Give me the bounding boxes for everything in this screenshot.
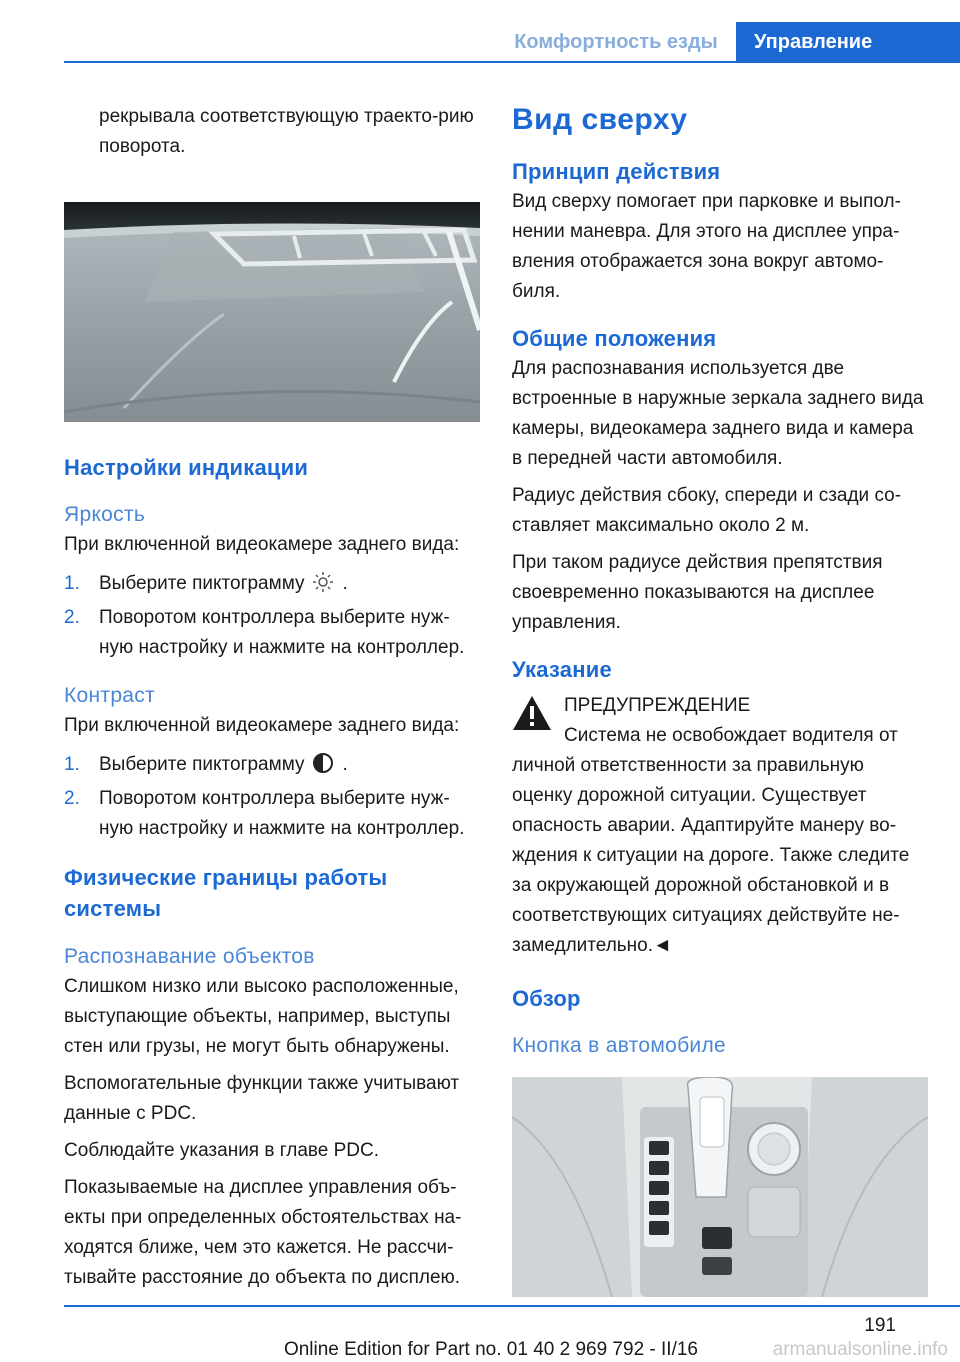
contrast-intro: При включенной видеокамере заднего вида: (64, 715, 460, 736)
list-item (64, 784, 480, 844)
intro-text: рекрывала соответствующую траекто-рию поворота. (99, 106, 474, 157)
brightness-heading: Яркость (64, 503, 146, 526)
detection-paragraph-4: Показываемые на дисплее управления объ-екты при определенных обстоятельствах на-ходятся ближе, чем это кажется. Не рассчи-тывайте расстояние до объекта по дисплею. (64, 1177, 462, 1288)
principle-text: Вид сверху помогает при парковке и выпол-нении маневра. Для этого на дисплее упра-вления отображается зона вокруг автомо-биля. (512, 191, 901, 302)
header-section-tab: Комфортность езды (514, 31, 718, 53)
contrast-heading: Контраст (64, 684, 156, 707)
top-view-heading: Вид сверху (512, 103, 688, 136)
principle-heading: Принцип действия (512, 159, 721, 184)
brightness-icon (312, 571, 334, 593)
system-limits-heading: Физические границы работы системы (64, 865, 388, 921)
brightness-intro: При включенной видеокамере заднего вида: (64, 534, 460, 555)
warning-box (512, 691, 928, 721)
warning-title: ПРЕДУПРЕЖДЕНИЕ (564, 695, 751, 716)
display-settings-heading: Настройки индикации (64, 455, 309, 480)
header-rule (64, 61, 960, 63)
general-paragraph-2: Радиус действия сбоку, спереди и сзади со-ставляет максимально около 2 м. (512, 485, 902, 536)
overview-heading: Обзор (512, 986, 581, 1011)
left-column (64, 100, 480, 1300)
general-paragraph-1: Для распознавания используется две встроенные в наружные зеркала заднего вида камеры, видеокамера заднего вида и камера в передней части автомобиля. (512, 358, 924, 469)
warning-triangle-icon (512, 695, 552, 731)
page-number: 191 (864, 1315, 896, 1336)
header-chapter-tab: Управление (736, 22, 960, 63)
list-item (64, 569, 480, 599)
step-number: 2. (64, 788, 80, 809)
edition-text: Online Edition for Part no. 01 40 2 969 792 - II/16 (283, 1339, 698, 1360)
step-text-end: . (342, 754, 348, 775)
right-column (512, 100, 928, 1297)
center-console-illustration (512, 1077, 928, 1297)
general-heading: Общие положения (512, 326, 717, 351)
footer-rule (64, 1305, 960, 1307)
rear-camera-figure (64, 202, 480, 422)
list-item (64, 603, 480, 663)
warning-text: Система не освобождает водителя от личной ответственности за правильную оценку дорожной ситуации. Существует опасность аварии. Адаптируйте манеру во-ждения к ситуации на дороге. Также следите за окружающей дорожной обстановкой и в соответствующих ситуациях действуйте не-замедлительно.◄ (512, 725, 910, 956)
step-text: Выберите пиктограмму (99, 754, 305, 775)
step-number: 1. (64, 754, 80, 775)
step-number: 2. (64, 607, 80, 628)
step-text-end: . (342, 573, 348, 594)
contrast-steps (64, 750, 480, 844)
note-heading: Указание (512, 657, 612, 682)
step-text: Поворотом контроллера выберите нуж-ную настройку и нажмите на контроллер. (99, 788, 465, 839)
list-item (64, 750, 480, 780)
brightness-steps (64, 569, 480, 663)
detection-paragraph-1: Слишком низко или высоко расположенные, выступающие объекты, например, выступы стен или грузы, не могут быть обнаружены. (64, 976, 459, 1057)
detection-paragraph-3: Соблюдайте указания в главе PDC. (64, 1140, 380, 1161)
general-paragraph-3: При таком радиусе действия препятствия своевременно показываются на дисплее управления. (512, 552, 883, 633)
detection-paragraph-2: Вспомогательные функции также учитывают данные с PDC. (64, 1073, 460, 1124)
step-text: Выберите пиктограмму (99, 573, 305, 594)
contrast-icon (312, 752, 334, 774)
vehicle-button-heading: Кнопка в автомобиле (512, 1034, 726, 1057)
rear-camera-illustration (64, 202, 480, 422)
center-console-figure (512, 1077, 928, 1297)
watermark: armanualsonline.info (772, 1339, 948, 1360)
step-number: 1. (64, 573, 80, 594)
object-detection-heading: Распознавание объектов (64, 945, 315, 968)
step-text: Поворотом контроллера выберите нуж-ную настройку и нажмите на контроллер. (99, 607, 465, 658)
